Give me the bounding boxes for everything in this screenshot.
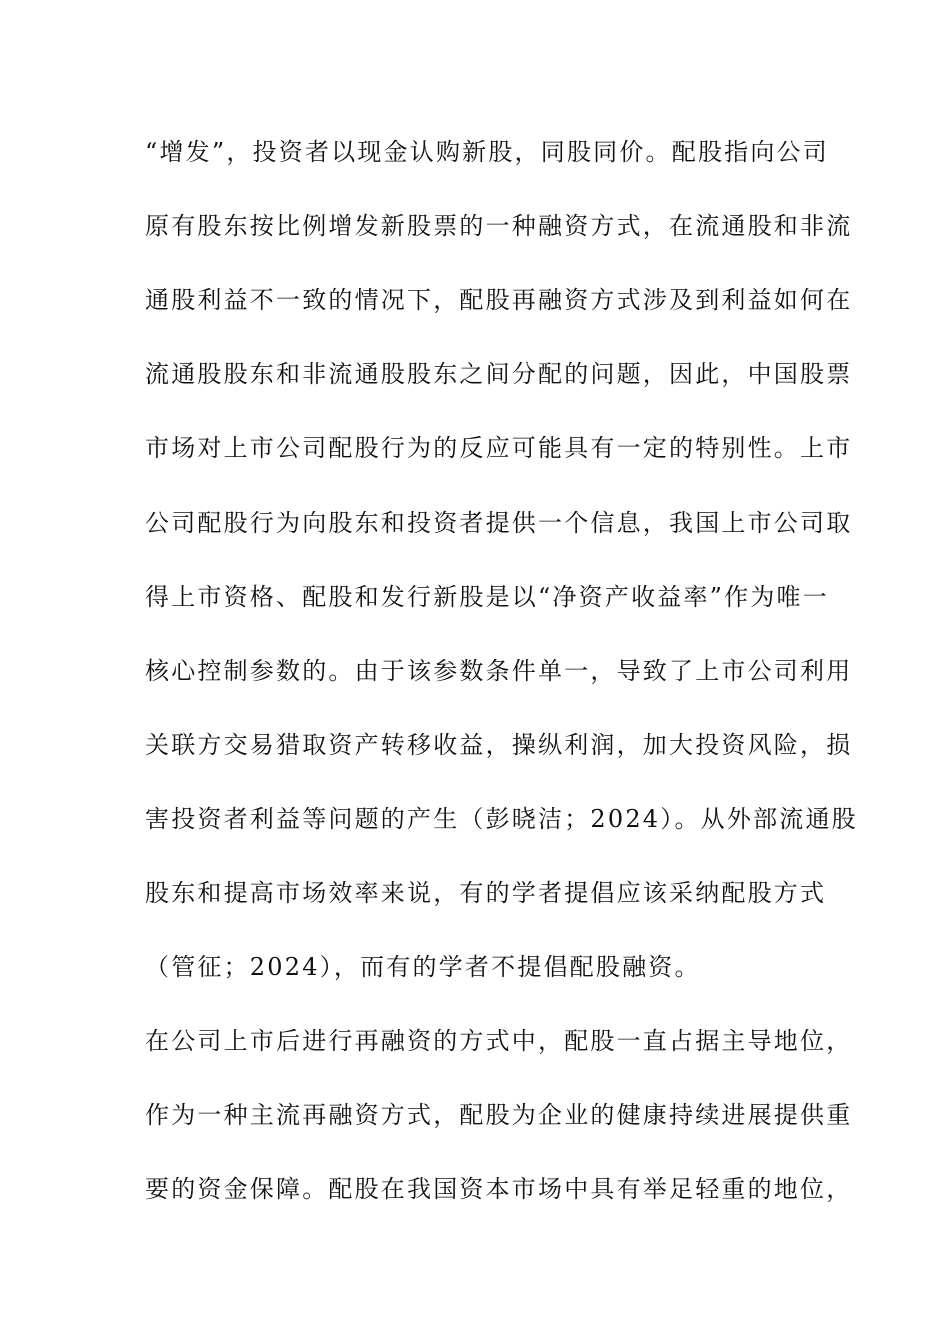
- text-line: 通股利益不一致的情况下，配股再融资方式涉及到利益如何在: [145, 286, 853, 314]
- text-line: 关联方交易猎取资产转移收益，操纵利润，加大投资风险，损: [145, 731, 853, 759]
- text-line: 在公司上市后进行再融资的方式中，配股一直占据主导地位，: [145, 1027, 853, 1055]
- text-line: 流通股股东和非流通股股东之间分配的问题，因此，中国股票: [145, 360, 853, 388]
- text-line: 得上市资格、配股和发行新股是以“净资产收益率”作为唯一: [145, 583, 829, 611]
- text-line: 股东和提高市场效率来说，有的学者提倡应该采纳配股方式: [145, 879, 827, 907]
- text-line: 公司配股行为向股东和投资者提供一个信息，我国上市公司取: [145, 509, 853, 537]
- text-line: 害投资者利益等问题的产生（彭晓洁；2024）。从外部流通股: [145, 805, 858, 833]
- text-line: 核心控制参数的。由于该参数条件单一，导致了上市公司利用: [145, 657, 853, 685]
- text-line: 原有股东按比例增发新股票的一种融资方式，在流通股和非流: [145, 212, 853, 240]
- text-line: 作为一种主流再融资方式，配股为企业的健康持续进展提供重: [145, 1101, 853, 1129]
- text-line: （管征；2024），而有的学者不提倡配股融资。: [145, 953, 701, 981]
- text-line: “增发”，投资者以现金认购新股，同股同价。配股指向公司: [145, 138, 829, 166]
- text-line: 市场对上市公司配股行为的反应可能具有一定的特别性。上市: [145, 434, 853, 462]
- text-line: 要的资金保障。配股在我国资本市场中具有举足轻重的地位，: [145, 1175, 853, 1203]
